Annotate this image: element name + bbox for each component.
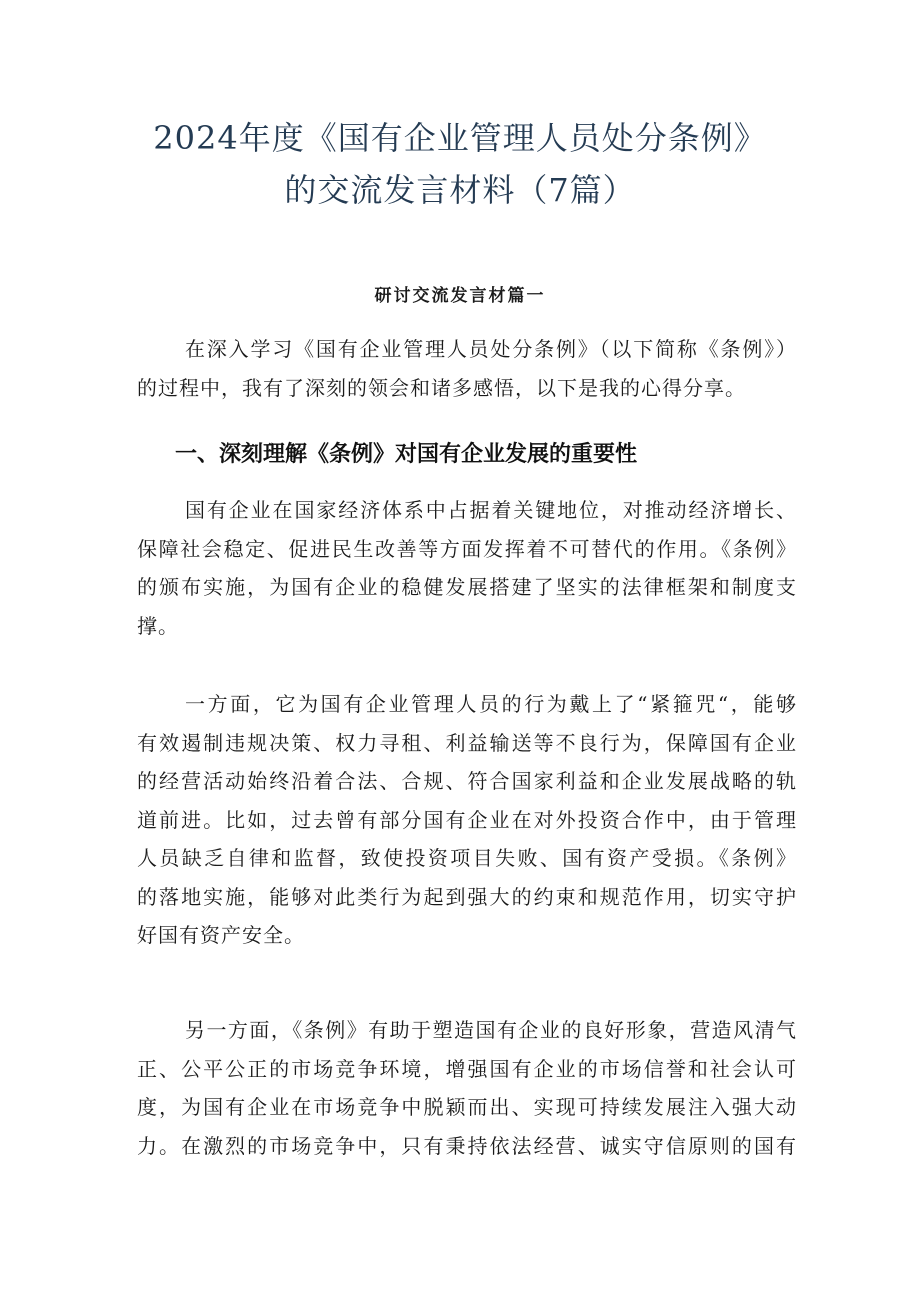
section-subtitle: 研讨交流发言材篇一 [374,286,546,306]
paragraph-line: 正、公平公正的市场竞争环境，增强国有企业的市场信誉和社会认可 [137,1056,797,1081]
section-heading: 一、深刻理解《条例》对国有企业发展的重要性 [175,442,638,467]
paragraph-line: 的落地实施，能够对此类行为起到强大的约束和规范作用，切实守护 [137,884,797,909]
title-line-1: 2024年度《国有企业管理人员处分条例》 [153,119,767,157]
paragraph-line: 道前进。比如，过去曾有部分国有企业在对外投资合作中，由于管理 [137,807,797,832]
paragraph-other-hand [137,1011,797,1165]
paragraph-line: 撑。 [137,613,179,638]
paragraph-one-hand [137,685,797,955]
paragraph-line: 好国有资产安全。 [137,923,305,947]
paragraph-line: 的经营活动始终沿着合法、合规、符合国家利益和企业发展战略的轨 [137,769,797,793]
paragraph-line: 一方面，它为国有企业管理人员的行为戴上了“紧箍咒“，能够 [185,692,797,716]
paragraph-line: 的颁布实施，为国有企业的稳健发展搭建了坚实的法律框架和制度支 [137,575,797,599]
title-line-2: 的交流发言材料（7篇） [284,171,636,209]
paragraph-line: 在深入学习《国有企业管理人员处分条例》（以下简称《条例》） [185,337,797,361]
document-title [120,112,800,216]
paragraph-line: 有效遏制违规决策、权力寻租、利益输送等不良行为，保障国有企业 [137,730,797,755]
paragraph-line: 人员缺乏自律和监督，致使投资项目失败、国有资产受损。《条例》 [137,846,797,870]
paragraph-line: 度，为国有企业在市场竞争中脱颖而出、实现可持续发展注入强大动 [137,1095,797,1119]
paragraph-importance [137,491,797,645]
paragraph-line: 另一方面，《条例》有助于塑造国有企业的良好形象，营造风清气 [185,1018,797,1042]
paragraph-line: 的过程中，我有了深刻的领会和诸多感悟，以下是我的心得分享。 [137,375,746,400]
paragraph-line: 力。在激烈的市场竞争中，只有秉持依法经营、诚实守信原则的国有 [137,1133,797,1158]
paragraph-line: 国有企业在国家经济体系中占据着关键地位，对推动经济增长、 [185,498,797,522]
paragraph-intro [137,330,797,407]
paragraph-line: 保障社会稳定、促进民生改善等方面发挥着不可替代的作用。《条例》 [137,536,797,561]
